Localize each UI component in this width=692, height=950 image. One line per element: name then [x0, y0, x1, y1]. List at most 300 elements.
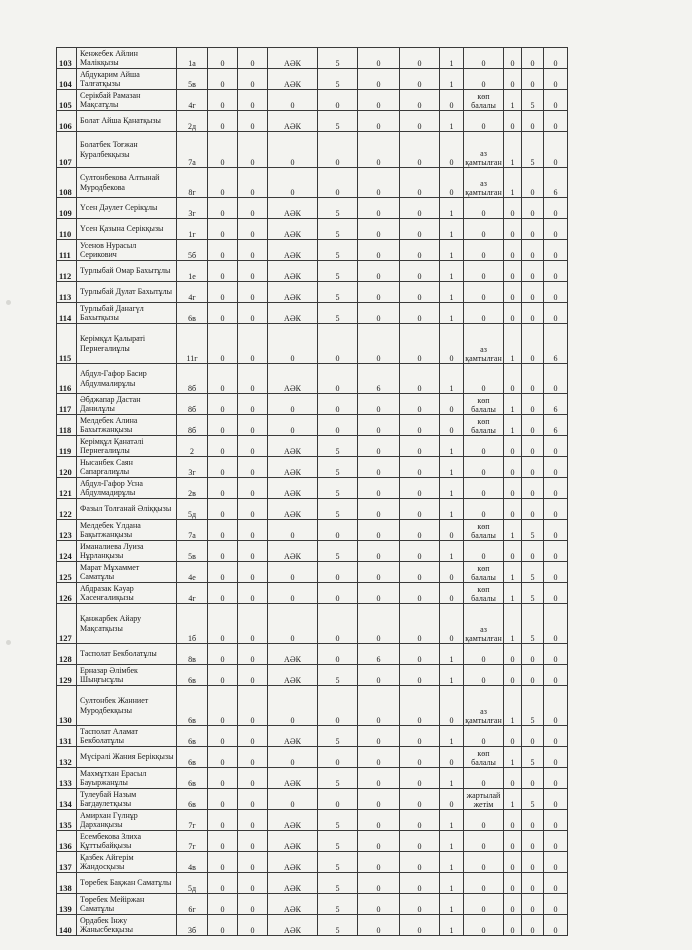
- student-name-cell: Ордабек Інжу Жанысбекқызы: [77, 915, 177, 936]
- value-cell: 0: [400, 132, 440, 168]
- value-cell: 0: [318, 394, 358, 415]
- status-cell: 0: [464, 894, 504, 915]
- student-name-cell: Болат Айша Қанатқызы: [77, 111, 177, 132]
- status-cell: 0: [464, 810, 504, 831]
- value-cell: 5: [318, 478, 358, 499]
- value-cell: 0: [358, 583, 400, 604]
- status-cell: 0: [464, 240, 504, 261]
- value-cell: 0: [544, 810, 568, 831]
- value-cell: 0: [400, 726, 440, 747]
- grade-cell: 6г: [177, 894, 208, 915]
- value-cell: 0: [504, 69, 522, 90]
- table-row: [57, 261, 568, 282]
- student-name-cell: Султонбек Жанниет Муродбекқызы: [77, 686, 177, 726]
- value-cell: 0: [504, 364, 522, 394]
- value-cell: 0: [358, 604, 400, 644]
- grade-cell: 5в: [177, 541, 208, 562]
- row-number-cell: 115: [57, 324, 77, 364]
- value-cell: 0: [400, 915, 440, 936]
- row-number-cell: 135: [57, 810, 77, 831]
- value-cell: 0: [238, 111, 268, 132]
- student-name-cell: Қазбек Айгерім Жандосқызы: [77, 852, 177, 873]
- value-cell: 0: [522, 364, 544, 394]
- value-cell: 0: [504, 261, 522, 282]
- punch-hole-mark: [6, 640, 11, 645]
- table-row: [57, 240, 568, 261]
- value-cell: 1: [504, 686, 522, 726]
- value-cell: 0: [358, 789, 400, 810]
- value-cell: АӘК: [268, 69, 318, 90]
- value-cell: 0: [400, 541, 440, 562]
- grade-cell: 5б: [177, 240, 208, 261]
- value-cell: 0: [238, 768, 268, 789]
- value-cell: 5: [318, 219, 358, 240]
- table-row: [57, 198, 568, 219]
- status-cell: 0: [464, 873, 504, 894]
- status-cell: 0: [464, 665, 504, 686]
- value-cell: 0: [522, 873, 544, 894]
- value-cell: 0: [208, 364, 238, 394]
- value-cell: 0: [504, 499, 522, 520]
- value-cell: АӘК: [268, 303, 318, 324]
- value-cell: 0: [238, 219, 268, 240]
- student-name-cell: Нысанбек Саян Сапарғалиұлы: [77, 457, 177, 478]
- value-cell: 5: [318, 48, 358, 69]
- row-number-cell: 109: [57, 198, 77, 219]
- value-cell: АӘК: [268, 457, 318, 478]
- row-number-cell: 134: [57, 789, 77, 810]
- value-cell: 0: [544, 726, 568, 747]
- value-cell: 5: [318, 198, 358, 219]
- table-row: [57, 541, 568, 562]
- value-cell: 0: [208, 768, 238, 789]
- row-number-cell: 108: [57, 168, 77, 198]
- value-cell: 1: [440, 457, 464, 478]
- value-cell: 0: [358, 168, 400, 198]
- value-cell: 0: [522, 831, 544, 852]
- value-cell: 0: [238, 894, 268, 915]
- value-cell: 0: [544, 364, 568, 394]
- grade-cell: 6в: [177, 768, 208, 789]
- row-number-cell: 133: [57, 768, 77, 789]
- value-cell: 0: [238, 644, 268, 665]
- student-name-cell: Усенов Нурасыл Серикович: [77, 240, 177, 261]
- value-cell: 0: [358, 686, 400, 726]
- value-cell: 0: [238, 831, 268, 852]
- value-cell: 0: [440, 90, 464, 111]
- value-cell: 0: [318, 132, 358, 168]
- value-cell: 1: [440, 810, 464, 831]
- grade-cell: 8г: [177, 168, 208, 198]
- value-cell: 0: [358, 478, 400, 499]
- value-cell: 0: [238, 665, 268, 686]
- value-cell: АӘК: [268, 665, 318, 686]
- value-cell: 0: [522, 282, 544, 303]
- value-cell: 0: [504, 810, 522, 831]
- value-cell: 0: [400, 665, 440, 686]
- row-number-cell: 105: [57, 90, 77, 111]
- grade-cell: 6в: [177, 747, 208, 768]
- value-cell: 5: [318, 894, 358, 915]
- student-name-cell: Әбджапар Дастан Данилұлы: [77, 394, 177, 415]
- table-row: [57, 852, 568, 873]
- value-cell: 0: [238, 457, 268, 478]
- value-cell: 0: [400, 324, 440, 364]
- grade-cell: 11г: [177, 324, 208, 364]
- table-row: [57, 562, 568, 583]
- value-cell: 0: [544, 768, 568, 789]
- value-cell: 1: [440, 726, 464, 747]
- value-cell: АӘК: [268, 436, 318, 457]
- value-cell: 0: [400, 499, 440, 520]
- value-cell: 0: [400, 111, 440, 132]
- punch-hole-mark: [6, 300, 11, 305]
- value-cell: 0: [238, 394, 268, 415]
- value-cell: АӘК: [268, 282, 318, 303]
- value-cell: 0: [358, 394, 400, 415]
- value-cell: 0: [400, 394, 440, 415]
- grade-cell: 4г: [177, 583, 208, 604]
- table-row: [57, 48, 568, 69]
- value-cell: 0: [238, 168, 268, 198]
- grade-cell: 3б: [177, 915, 208, 936]
- student-name-cell: Төребек Бақжан Саматұлы: [77, 873, 177, 894]
- value-cell: 0: [358, 894, 400, 915]
- table-row: [57, 499, 568, 520]
- value-cell: 0: [544, 282, 568, 303]
- value-cell: 0: [208, 726, 238, 747]
- value-cell: 5: [318, 810, 358, 831]
- value-cell: 5: [318, 240, 358, 261]
- row-number-cell: 106: [57, 111, 77, 132]
- grade-cell: 6в: [177, 789, 208, 810]
- table-row: [57, 364, 568, 394]
- value-cell: 0: [268, 168, 318, 198]
- value-cell: 0: [208, 747, 238, 768]
- value-cell: 0: [358, 457, 400, 478]
- value-cell: 0: [238, 747, 268, 768]
- value-cell: 0: [544, 831, 568, 852]
- value-cell: 0: [440, 789, 464, 810]
- table-row: [57, 894, 568, 915]
- table-row: [57, 726, 568, 747]
- value-cell: 0: [440, 415, 464, 436]
- value-cell: 0: [268, 394, 318, 415]
- grade-cell: 8б: [177, 394, 208, 415]
- value-cell: 0: [400, 894, 440, 915]
- value-cell: 5: [318, 499, 358, 520]
- row-number-cell: 120: [57, 457, 77, 478]
- row-number-cell: 114: [57, 303, 77, 324]
- grade-cell: 8б: [177, 364, 208, 394]
- value-cell: 0: [544, 604, 568, 644]
- value-cell: 6: [544, 394, 568, 415]
- value-cell: 0: [504, 111, 522, 132]
- student-name-cell: Серікбай Рамазан Мақсатұлы: [77, 90, 177, 111]
- row-number-cell: 139: [57, 894, 77, 915]
- grade-cell: 1г: [177, 219, 208, 240]
- student-name-cell: Есембекова Злиха Құттыбайқызы: [77, 831, 177, 852]
- value-cell: 1: [440, 915, 464, 936]
- value-cell: 0: [208, 261, 238, 282]
- value-cell: 0: [504, 457, 522, 478]
- value-cell: 0: [400, 261, 440, 282]
- value-cell: 0: [238, 324, 268, 364]
- value-cell: 0: [268, 520, 318, 541]
- student-name-cell: Абдукарим Айша Талғатқызы: [77, 69, 177, 90]
- value-cell: 0: [522, 240, 544, 261]
- value-cell: 0: [208, 478, 238, 499]
- value-cell: 0: [208, 111, 238, 132]
- value-cell: АӘК: [268, 873, 318, 894]
- value-cell: 0: [440, 132, 464, 168]
- value-cell: 0: [544, 111, 568, 132]
- value-cell: 1: [504, 604, 522, 644]
- value-cell: 1: [440, 198, 464, 219]
- value-cell: 0: [318, 324, 358, 364]
- value-cell: АӘК: [268, 48, 318, 69]
- value-cell: 0: [358, 520, 400, 541]
- value-cell: 0: [522, 894, 544, 915]
- row-number-cell: 112: [57, 261, 77, 282]
- student-name-cell: Төребек Мейіржан Саматұлы: [77, 894, 177, 915]
- value-cell: АӘК: [268, 894, 318, 915]
- status-cell: көп балалы: [464, 415, 504, 436]
- value-cell: 0: [522, 541, 544, 562]
- value-cell: 0: [544, 436, 568, 457]
- value-cell: 0: [318, 583, 358, 604]
- value-cell: 1: [440, 541, 464, 562]
- grade-cell: 8б: [177, 415, 208, 436]
- student-name-cell: Мелдебек Үлдана Бақытжанқызы: [77, 520, 177, 541]
- value-cell: 5: [318, 768, 358, 789]
- grade-cell: 2д: [177, 111, 208, 132]
- table-row: [57, 132, 568, 168]
- table-row: [57, 394, 568, 415]
- value-cell: 1: [504, 520, 522, 541]
- table-row: [57, 457, 568, 478]
- value-cell: 0: [400, 457, 440, 478]
- grade-cell: 7а: [177, 132, 208, 168]
- value-cell: 0: [504, 873, 522, 894]
- value-cell: 0: [400, 562, 440, 583]
- student-name-cell: Тулеубай Назым Бағдаулетқызы: [77, 789, 177, 810]
- value-cell: 0: [208, 303, 238, 324]
- value-cell: 0: [268, 90, 318, 111]
- value-cell: 1: [440, 69, 464, 90]
- value-cell: 5: [522, 520, 544, 541]
- value-cell: 0: [208, 219, 238, 240]
- value-cell: 0: [400, 219, 440, 240]
- value-cell: 1: [504, 562, 522, 583]
- status-cell: көп балалы: [464, 394, 504, 415]
- value-cell: 1: [440, 852, 464, 873]
- value-cell: 1: [440, 665, 464, 686]
- value-cell: 1: [504, 747, 522, 768]
- value-cell: АӘК: [268, 852, 318, 873]
- value-cell: 0: [208, 541, 238, 562]
- value-cell: 0: [208, 562, 238, 583]
- value-cell: 0: [208, 90, 238, 111]
- value-cell: 5: [318, 541, 358, 562]
- value-cell: 0: [544, 240, 568, 261]
- value-cell: 0: [400, 768, 440, 789]
- grade-cell: 7г: [177, 831, 208, 852]
- value-cell: 0: [544, 520, 568, 541]
- status-cell: көп балалы: [464, 562, 504, 583]
- status-cell: 0: [464, 541, 504, 562]
- value-cell: 0: [238, 686, 268, 726]
- status-cell: көп балалы: [464, 583, 504, 604]
- value-cell: 0: [400, 810, 440, 831]
- value-cell: 0: [318, 415, 358, 436]
- value-cell: 0: [400, 303, 440, 324]
- grade-cell: 1е: [177, 261, 208, 282]
- status-cell: аз қамтылған: [464, 686, 504, 726]
- value-cell: 0: [358, 111, 400, 132]
- value-cell: 0: [358, 415, 400, 436]
- value-cell: 0: [544, 303, 568, 324]
- value-cell: 0: [504, 478, 522, 499]
- value-cell: 0: [208, 168, 238, 198]
- value-cell: 0: [504, 541, 522, 562]
- value-cell: 0: [318, 562, 358, 583]
- value-cell: 0: [544, 789, 568, 810]
- value-cell: 0: [208, 644, 238, 665]
- value-cell: 0: [318, 686, 358, 726]
- value-cell: 0: [400, 831, 440, 852]
- student-name-cell: Иманалиева Луиза Нұрланқызы: [77, 541, 177, 562]
- student-table: [56, 47, 568, 936]
- student-name-cell: Қанжарбек Айару Мақсатқызы: [77, 604, 177, 644]
- value-cell: 0: [358, 562, 400, 583]
- value-cell: 0: [358, 747, 400, 768]
- student-name-cell: Султонбекова Алтынай Муродбекова: [77, 168, 177, 198]
- value-cell: 0: [208, 873, 238, 894]
- value-cell: 0: [268, 415, 318, 436]
- student-name-cell: Үсен Дәулет Серікұлы: [77, 198, 177, 219]
- value-cell: 0: [504, 894, 522, 915]
- value-cell: 0: [238, 541, 268, 562]
- status-cell: 0: [464, 644, 504, 665]
- value-cell: АӘК: [268, 219, 318, 240]
- value-cell: 0: [318, 789, 358, 810]
- value-cell: АӘК: [268, 499, 318, 520]
- student-name-cell: Кенжебек Айлин Малікқызы: [77, 48, 177, 69]
- value-cell: 0: [522, 303, 544, 324]
- grade-cell: 6в: [177, 726, 208, 747]
- student-name-cell: Абдразак Кәуар Хасенғалиқызы: [77, 583, 177, 604]
- value-cell: 0: [318, 90, 358, 111]
- value-cell: 0: [544, 665, 568, 686]
- value-cell: 0: [238, 69, 268, 90]
- status-cell: көп балалы: [464, 90, 504, 111]
- value-cell: 0: [544, 457, 568, 478]
- grade-cell: 2: [177, 436, 208, 457]
- value-cell: 5: [318, 69, 358, 90]
- value-cell: 1: [440, 644, 464, 665]
- value-cell: АӘК: [268, 831, 318, 852]
- value-cell: 0: [504, 915, 522, 936]
- grade-cell: 5д: [177, 873, 208, 894]
- value-cell: 1: [440, 768, 464, 789]
- value-cell: 5: [318, 726, 358, 747]
- table-row: [57, 789, 568, 810]
- value-cell: 1: [504, 168, 522, 198]
- value-cell: 0: [440, 562, 464, 583]
- value-cell: 1: [440, 303, 464, 324]
- value-cell: 0: [358, 219, 400, 240]
- row-number-cell: 130: [57, 686, 77, 726]
- value-cell: 0: [522, 69, 544, 90]
- value-cell: 0: [238, 499, 268, 520]
- value-cell: 0: [208, 436, 238, 457]
- value-cell: 0: [358, 665, 400, 686]
- value-cell: 0: [238, 604, 268, 644]
- value-cell: 0: [208, 69, 238, 90]
- value-cell: 0: [268, 604, 318, 644]
- table-body: [57, 48, 568, 936]
- value-cell: 0: [238, 583, 268, 604]
- status-cell: 0: [464, 478, 504, 499]
- value-cell: 0: [522, 436, 544, 457]
- value-cell: 0: [400, 436, 440, 457]
- value-cell: 0: [208, 282, 238, 303]
- value-cell: 0: [522, 726, 544, 747]
- value-cell: 1: [440, 364, 464, 394]
- value-cell: 0: [400, 168, 440, 198]
- value-cell: 0: [238, 282, 268, 303]
- value-cell: 0: [208, 852, 238, 873]
- student-name-cell: Марат Мұхаммет Саматұлы: [77, 562, 177, 583]
- student-name-cell: Керімқұл Қанатәлі Пернеғалиұлы: [77, 436, 177, 457]
- value-cell: 5: [318, 915, 358, 936]
- value-cell: 1: [440, 499, 464, 520]
- row-number-cell: 111: [57, 240, 77, 261]
- value-cell: 0: [238, 436, 268, 457]
- value-cell: 0: [238, 415, 268, 436]
- value-cell: 5: [318, 436, 358, 457]
- row-number-cell: 103: [57, 48, 77, 69]
- row-number-cell: 107: [57, 132, 77, 168]
- value-cell: 0: [358, 198, 400, 219]
- value-cell: 0: [400, 69, 440, 90]
- grade-cell: 4г: [177, 282, 208, 303]
- value-cell: 0: [400, 478, 440, 499]
- value-cell: 0: [522, 111, 544, 132]
- student-name-cell: Фазыл Толғанай Әліққызы: [77, 499, 177, 520]
- status-cell: 0: [464, 852, 504, 873]
- value-cell: 0: [544, 644, 568, 665]
- value-cell: 5: [522, 562, 544, 583]
- student-name-cell: Турлыбай Дулат Бахытұлы: [77, 282, 177, 303]
- table-row: [57, 303, 568, 324]
- value-cell: 0: [400, 583, 440, 604]
- value-cell: 1: [440, 111, 464, 132]
- value-cell: 0: [268, 583, 318, 604]
- value-cell: 0: [544, 48, 568, 69]
- value-cell: 1: [504, 415, 522, 436]
- value-cell: 0: [358, 541, 400, 562]
- value-cell: 0: [440, 686, 464, 726]
- value-cell: 1: [440, 478, 464, 499]
- table-row: [57, 282, 568, 303]
- row-number-cell: 118: [57, 415, 77, 436]
- status-cell: 0: [464, 69, 504, 90]
- value-cell: 5: [522, 604, 544, 644]
- value-cell: 0: [522, 219, 544, 240]
- value-cell: 0: [268, 747, 318, 768]
